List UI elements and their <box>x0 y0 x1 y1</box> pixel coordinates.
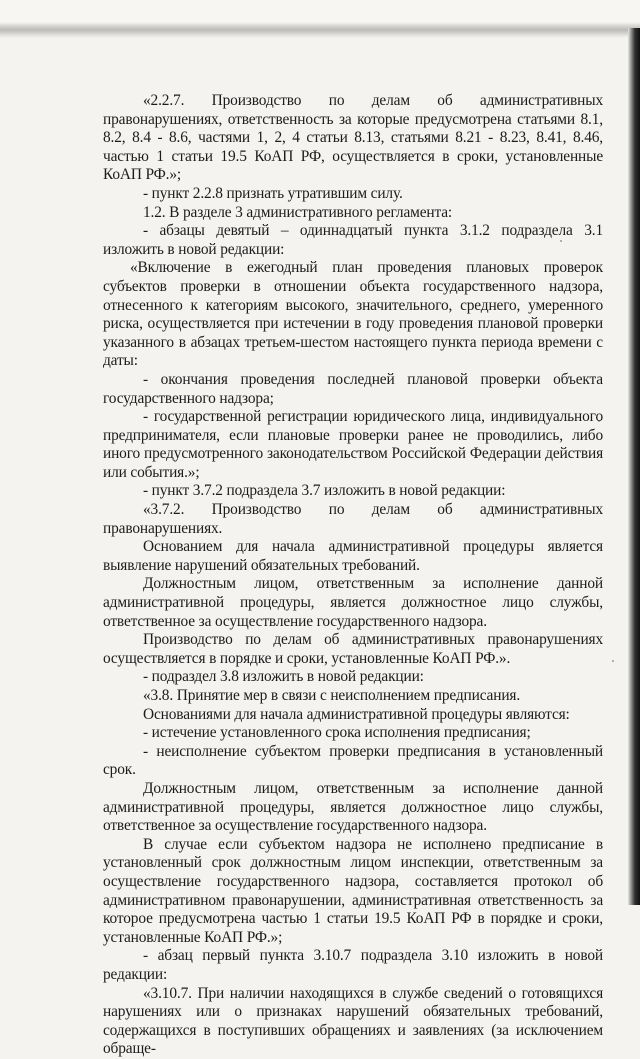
scan-speck <box>612 660 614 662</box>
paragraph-end-of-inspection: - окончания проведения последней плановой проверки объекта государственного надзора; <box>103 370 603 407</box>
paragraph-registration: - государственной регистрации юридического лица, индивидуального предпринимателя, если плановые проверки ранее не проводились, либо иного предусмотренного законодательством Российской Федерации действия или события.»; <box>103 408 603 481</box>
paragraph-responsible-official-2: Должностным лицом, ответственным за исполнение данной административной процедуры, является должностное лицо службы, ответственное за осуществление государственного надзора. <box>103 779 603 835</box>
paragraph-non-compliance: - неисполнение субъектом проверки предписания в установленный срок. <box>103 742 603 779</box>
scan-right-edge <box>628 28 640 905</box>
paragraph-basis: Основанием для начала административной процедуры является выявление нарушений обязательных требований. <box>103 538 603 574</box>
paragraph-amend-3-1-2: - абзацы девятый – одиннадцатый пункта 3.1.2 подраздела 3.1 изложить в новой редакции: <box>103 222 603 258</box>
paragraph-item-2-2-8: - пункт 2.2.8 признать утратившим силу. <box>143 184 403 202</box>
paragraph-3-8-title: «3.8. Принятие мер в связи с неисполнением предписания. <box>143 687 521 704</box>
paragraph-amend-3-10-7: - абзац первый пункта 3.10.7 подраздела 3.10 изложить в новой редакции: <box>103 947 603 983</box>
paragraph-amend-3-7-2: - пункт 3.7.2 подраздела 3.7 изложить в новой редакции: <box>143 482 506 500</box>
paragraph-amend-3-8: - подраздел 3.8 изложить в новой редакции: <box>143 668 424 686</box>
paragraph-3-7-2-title: «3.7.2. Производство по делам об административных правонарушениях. <box>103 501 603 537</box>
paragraph-grounds: Основаниями для начала административной процедуры являются: <box>143 705 570 723</box>
paragraph-plan-inclusion: «Включение в ежегодный план проведения плановых проверок субъектов проверки в отношении объекта государственного надзора, отнесенного к категориям высокого, значительного, среднего, умеренного риска, осуществляется при истечении в году проведения плановой проверки указанного в абзацах третьем-шестом настоящего пункта периода времени с даты: <box>103 259 603 370</box>
paragraph-protocol: В случае если субъектом надзора не исполнено предписание в установленный срок должностным лицом инспекции, ответственным за осуществление государственного надзора, составляется протокол об административном правонарушении, административная ответственность за которое предусмотрена частью 1 статьи 19.5 КоАП РФ в порядке и сроки, установленные КоАП РФ.»; <box>103 835 603 946</box>
document-body <box>103 92 603 1059</box>
paragraph-responsible-official: Должностным лицом, ответственным за исполнение данной административной процедуры, является должностное лицо службы, ответственное за осуществление государственного надзора. <box>103 575 603 630</box>
paragraph-3-10-7: «3.10.7. При наличии находящихся в службе сведений о готовящихся нарушениях или о признаках нарушений обязательных требований, содержащихся в поступивших обращениях и заявлениях (за исключением обраще- <box>103 984 603 1058</box>
scan-top-edge <box>0 0 640 38</box>
paragraph-proceedings: Производство по делам об административных правонарушениях осуществляется в порядке и сроки, установленные КоАП РФ.». <box>103 631 603 667</box>
paragraph-section-1-2: 1.2. В разделе 3 административного регламента: <box>143 203 453 221</box>
paragraph-deadline-expiry: - истечение установленного срока исполнения предписания; <box>143 724 531 742</box>
paragraph-2-2-7: «2.2.7. Производство по делам об административных правонарушениях, ответственность за которые предусмотрена статьями 8.1, 8.2, 8.4 - 8.6, частями 1, 2, 4 статьи 8.13, статьями 8.21 - 8.23, 8.41, 8.46, частью 1 статьи 19.5 КоАП РФ, осуществляется в сроки, установленные КоАП РФ.»; <box>103 92 603 184</box>
